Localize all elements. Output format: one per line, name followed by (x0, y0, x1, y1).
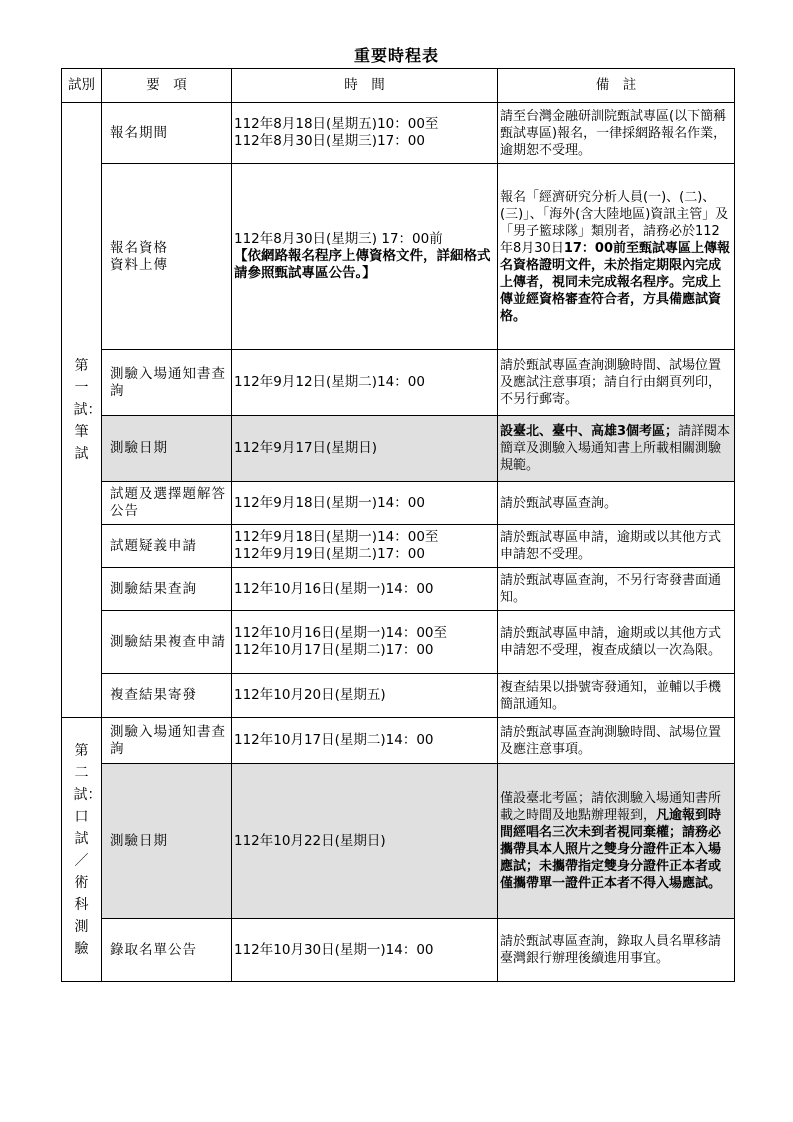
item-cell: 試題及選擇題解答公告 (102, 482, 232, 525)
time-cell: 112年10月16日(星期一)14：00 (232, 568, 498, 611)
table-row (62, 718, 735, 764)
item-cell: 報名資格 資料上傳 (102, 164, 232, 350)
time-cell: 112年10月20日(星期五) (232, 674, 498, 718)
note-cell: 僅設臺北考區；請依測驗入場通知書所載之時間及地點辦理報到，凡逾報到時間經唱名三次未到者視同棄權；請務必攜帶具本人照片之雙身分證件正本入場應試；未攜帶指定雙身分證件正本者或僅攜帶單一證件正本者不得入場應試。 (498, 764, 735, 919)
session-label: 第一試：筆試 (73, 358, 102, 462)
time-cell: 112年10月30日(星期一)14：00 (232, 919, 498, 982)
item-cell: 試題疑義申請 (102, 525, 232, 568)
item-cell: 測驗結果查詢 (102, 568, 232, 611)
item-cell: 測驗結果複查申請 (102, 611, 232, 674)
item-cell: 測驗日期 (102, 764, 232, 919)
note-cell: 複查結果以掛號寄發通知，並輔以手機簡訊通知。 (498, 674, 735, 718)
table-row (62, 611, 735, 674)
session-cell-first (62, 103, 102, 718)
item-cell: 測驗入場通知書查詢 (102, 350, 232, 416)
table-row (62, 764, 735, 919)
item-cell: 測驗入場通知書查詢 (102, 718, 232, 764)
table-row (62, 568, 735, 611)
item-cell: 複查結果寄發 (102, 674, 232, 718)
session-label: 第二試：口試／術科測驗 (73, 742, 102, 957)
note-cell: 請於甄試專區查詢。 (498, 482, 735, 525)
time-cell: 112年8月18日(星期五)10：00至 112年8月30日(星期三)17：00 (232, 103, 498, 164)
table-row (62, 919, 735, 982)
table-row (62, 525, 735, 568)
time-cell: 112年10月22日(星期日) (232, 764, 498, 919)
time-cell: 112年9月18日(星期一)14：00至 112年9月19日(星期二)17：00 (232, 525, 498, 568)
time-cell: 112年9月17日(星期日) (232, 416, 498, 482)
item-cell: 報名期間 (102, 103, 232, 164)
table-row (62, 482, 735, 525)
note-cell: 設臺北、臺中、高雄3個考區；請詳閱本簡章及測驗入場通知書上所載相關測驗規範。 (498, 416, 735, 482)
time-cell: 112年9月18日(星期一)14：00 (232, 482, 498, 525)
page-title: 重要時程表 (353, 46, 439, 65)
table-header-row (62, 69, 735, 103)
time-cell: 112年8月30日(星期三) 17：00前 【依網路報名程序上傳資格文件，詳細格式請參照甄試專區公告。】 (232, 164, 498, 350)
note-cell: 報名「經濟研究分析人員(一)、(二)、(三)」、「海外(含大陸地區)資訊主管」及「男子籃球隊」類別者，請務必於112年8月30日17：00前至甄試專區上傳報名資格證明文件，未於指定期限內完成上傳者，視同未完成報名程序。完成上傳並經資格審查符合者，方具備應試資格。 (498, 164, 735, 350)
table-row (62, 416, 735, 482)
time-cell: 112年10月16日(星期一)14：00至 112年10月17日(星期二)17：00 (232, 611, 498, 674)
time-cell: 112年9月12日(星期二)14：00 (232, 350, 498, 416)
note-cell: 請於甄試專區申請，逾期或以其他方式申請恕不受理。 (498, 525, 735, 568)
item-cell: 測驗日期 (102, 416, 232, 482)
time-cell: 112年10月17日(星期二)14：00 (232, 718, 498, 764)
schedule-table (61, 68, 735, 982)
header-note: 備 註 (498, 69, 735, 103)
note-cell: 請於甄試專區申請，逾期或以其他方式申請恕不受理，複查成績以一次為限。 (498, 611, 735, 674)
table-row (62, 350, 735, 416)
table-row (62, 164, 735, 350)
table-row (62, 103, 735, 164)
note-cell: 請至台灣金融研訓院甄試專區(以下簡稱甄試專區)報名，一律採網路報名作業，逾期恕不受理。 (498, 103, 735, 164)
note-cell: 請於甄試專區查詢測驗時間、試場位置及應注意事項。 (498, 718, 735, 764)
header-session: 試別 (62, 69, 102, 103)
note-cell: 請於甄試專區查詢，不另行寄發書面通知。 (498, 568, 735, 611)
table-row (62, 674, 735, 718)
item-cell: 錄取名單公告 (102, 919, 232, 982)
header-item: 要 項 (102, 69, 232, 103)
upload-instruction: 【依網路報名程序上傳資格文件，詳細格式請參照甄試專區公告。】 (234, 248, 491, 281)
session-cell-second (62, 718, 102, 982)
header-time: 時 間 (232, 69, 498, 103)
note-cell: 請於甄試專區查詢測驗時間、試場位置及應試注意事項；請自行由網頁列印，不另行郵寄。 (498, 350, 735, 416)
note-cell: 請於甄試專區查詢，錄取人員名單移請臺灣銀行辦理後續進用事宜。 (498, 919, 735, 982)
